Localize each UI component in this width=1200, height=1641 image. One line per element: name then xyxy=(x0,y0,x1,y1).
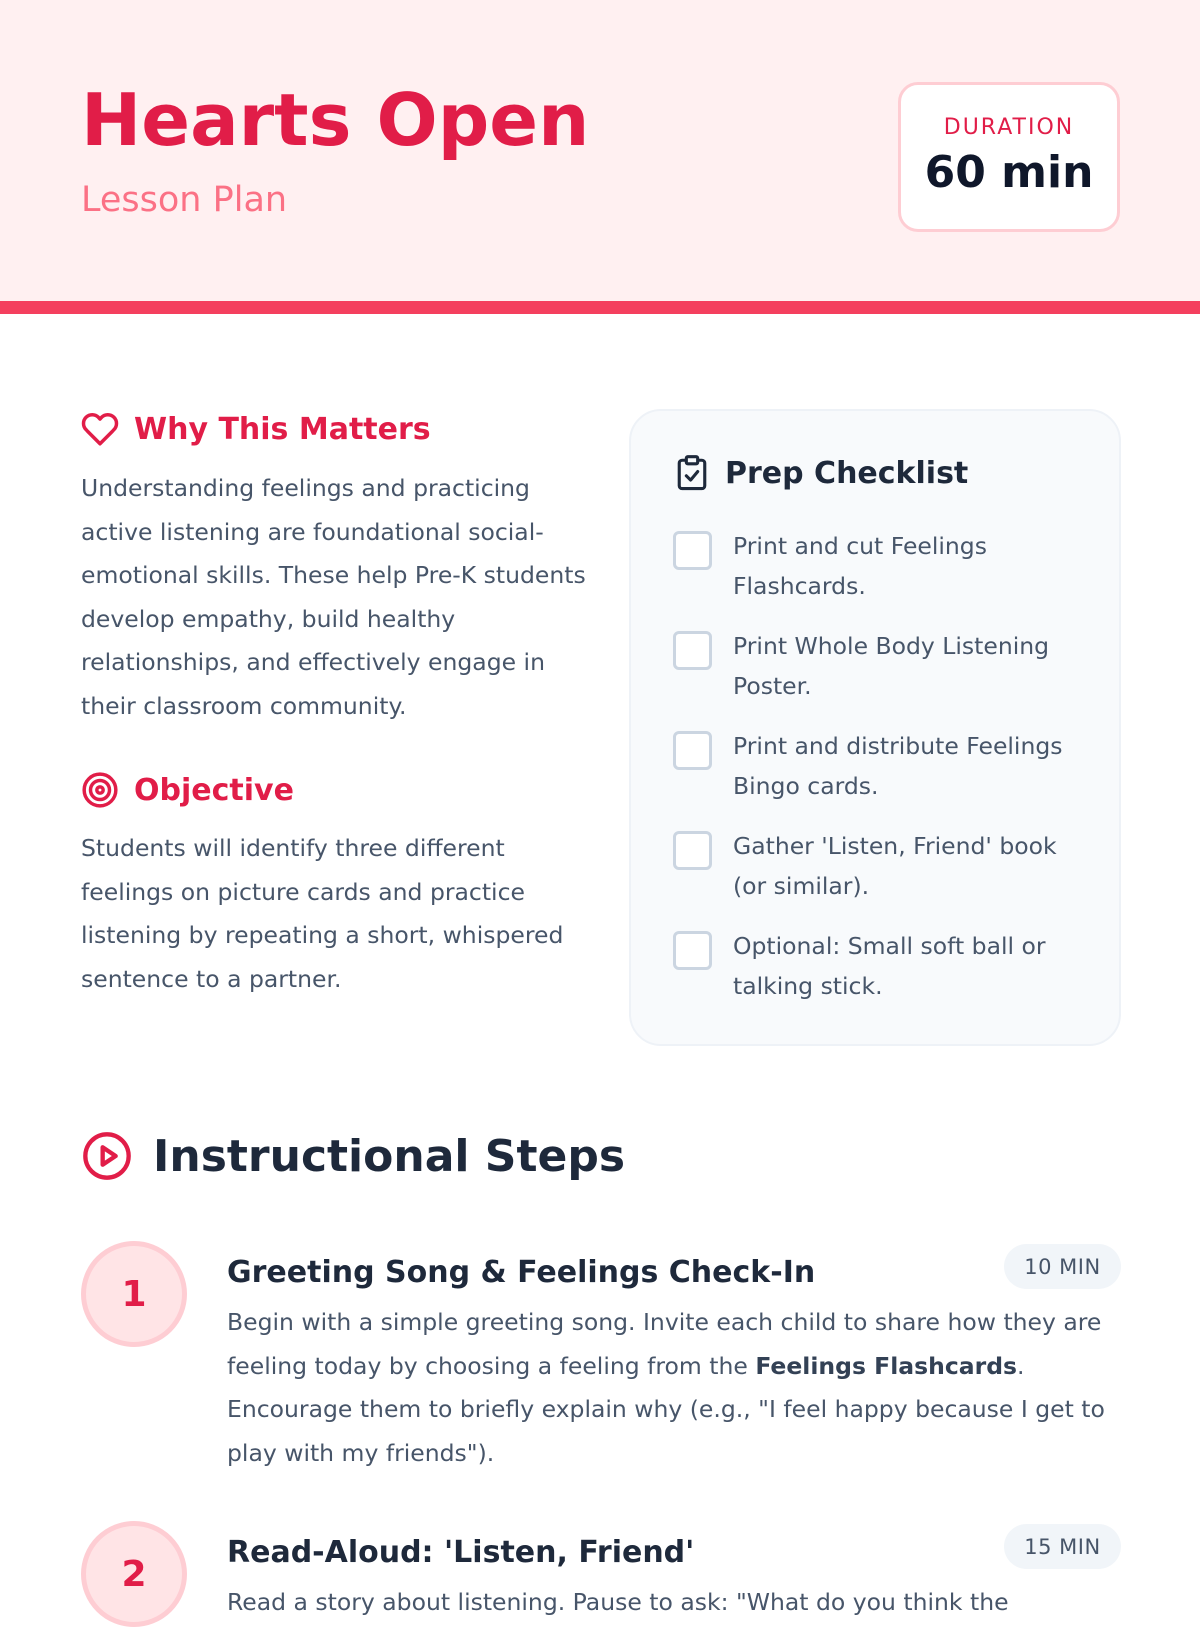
checklist-item-label: Print Whole Body Listening Poster. xyxy=(733,632,1050,700)
step-title: Greeting Song & Feelings Check-In xyxy=(227,1255,816,1290)
checklist-item[interactable] xyxy=(673,826,1093,912)
steps-heading-text: Instructional Steps xyxy=(153,1130,626,1182)
checkbox[interactable] xyxy=(673,931,712,970)
checklist-item-label: Print and distribute Feelings Bingo cards. xyxy=(733,732,1063,800)
why-heading xyxy=(81,409,431,449)
checkbox[interactable] xyxy=(673,731,712,770)
step-number: 2 xyxy=(81,1521,187,1627)
checkbox[interactable] xyxy=(673,531,712,570)
checkbox[interactable] xyxy=(673,631,712,670)
prep-heading-text: Prep Checklist xyxy=(725,455,969,491)
checklist-item-label: Print and cut Feelings Flashcards. xyxy=(733,532,987,600)
prep-heading xyxy=(675,453,968,493)
duration-card xyxy=(898,82,1120,232)
checklist-item[interactable] xyxy=(673,626,1093,712)
checklist-item[interactable] xyxy=(673,926,1093,1012)
target-icon xyxy=(81,771,119,809)
why-text: Understanding feelings and practicing active listening are foundational social-emotional skills. These help Pre-K students develop empathy, build healthy relationships, and effectively engage in their classroom community. xyxy=(81,474,586,720)
objective-text: Students will identify three different feelings on picture cards and practice listening by repeating a short, whispered sentence to a partner. xyxy=(81,834,564,993)
objective-heading-text: Objective xyxy=(134,772,294,808)
checkbox[interactable] xyxy=(673,831,712,870)
checklist-item[interactable] xyxy=(673,526,1093,612)
lesson-title: Hearts Open xyxy=(81,78,590,162)
step-item xyxy=(81,1241,1121,1467)
play-circle-icon xyxy=(81,1130,133,1182)
step-time-badge: 15 MIN xyxy=(1004,1524,1121,1569)
duration-label: DURATION xyxy=(943,115,1075,140)
lesson-header xyxy=(0,0,1200,314)
checklist-item-label: Gather 'Listen, Friend' book (or similar). xyxy=(733,832,1057,900)
checklist-item[interactable] xyxy=(673,726,1093,812)
lesson-subtitle: Lesson Plan xyxy=(81,180,288,220)
objective-heading xyxy=(81,770,294,810)
duration-value: 60 min xyxy=(924,147,1094,198)
steps-heading xyxy=(81,1126,625,1186)
step-time-badge: 10 MIN xyxy=(1004,1244,1121,1289)
step-description: Begin with a simple greeting song. Invite each child to share how they are feeling today by choosing a feeling from the Feelings Flashcards. Encourage them to briefly explain why (e.g., "I feel happy because I get to play with my friends"). xyxy=(227,1308,1105,1467)
step-title: Read-Aloud: 'Listen, Friend' xyxy=(227,1535,695,1570)
step-item xyxy=(81,1521,1121,1641)
step-description-bold: Feelings Flashcards xyxy=(755,1351,1018,1380)
checklist-item-label: Optional: Small soft ball or talking stick. xyxy=(733,932,1046,1000)
step-number: 1 xyxy=(81,1241,187,1347)
heart-icon xyxy=(81,410,119,448)
clipboard-check-icon xyxy=(675,454,709,492)
why-heading-text: Why This Matters xyxy=(134,411,431,447)
prep-checklist-card xyxy=(629,409,1121,1046)
step-description: Read a story about listening. Pause to ask: "What do you think the xyxy=(227,1588,1009,1616)
